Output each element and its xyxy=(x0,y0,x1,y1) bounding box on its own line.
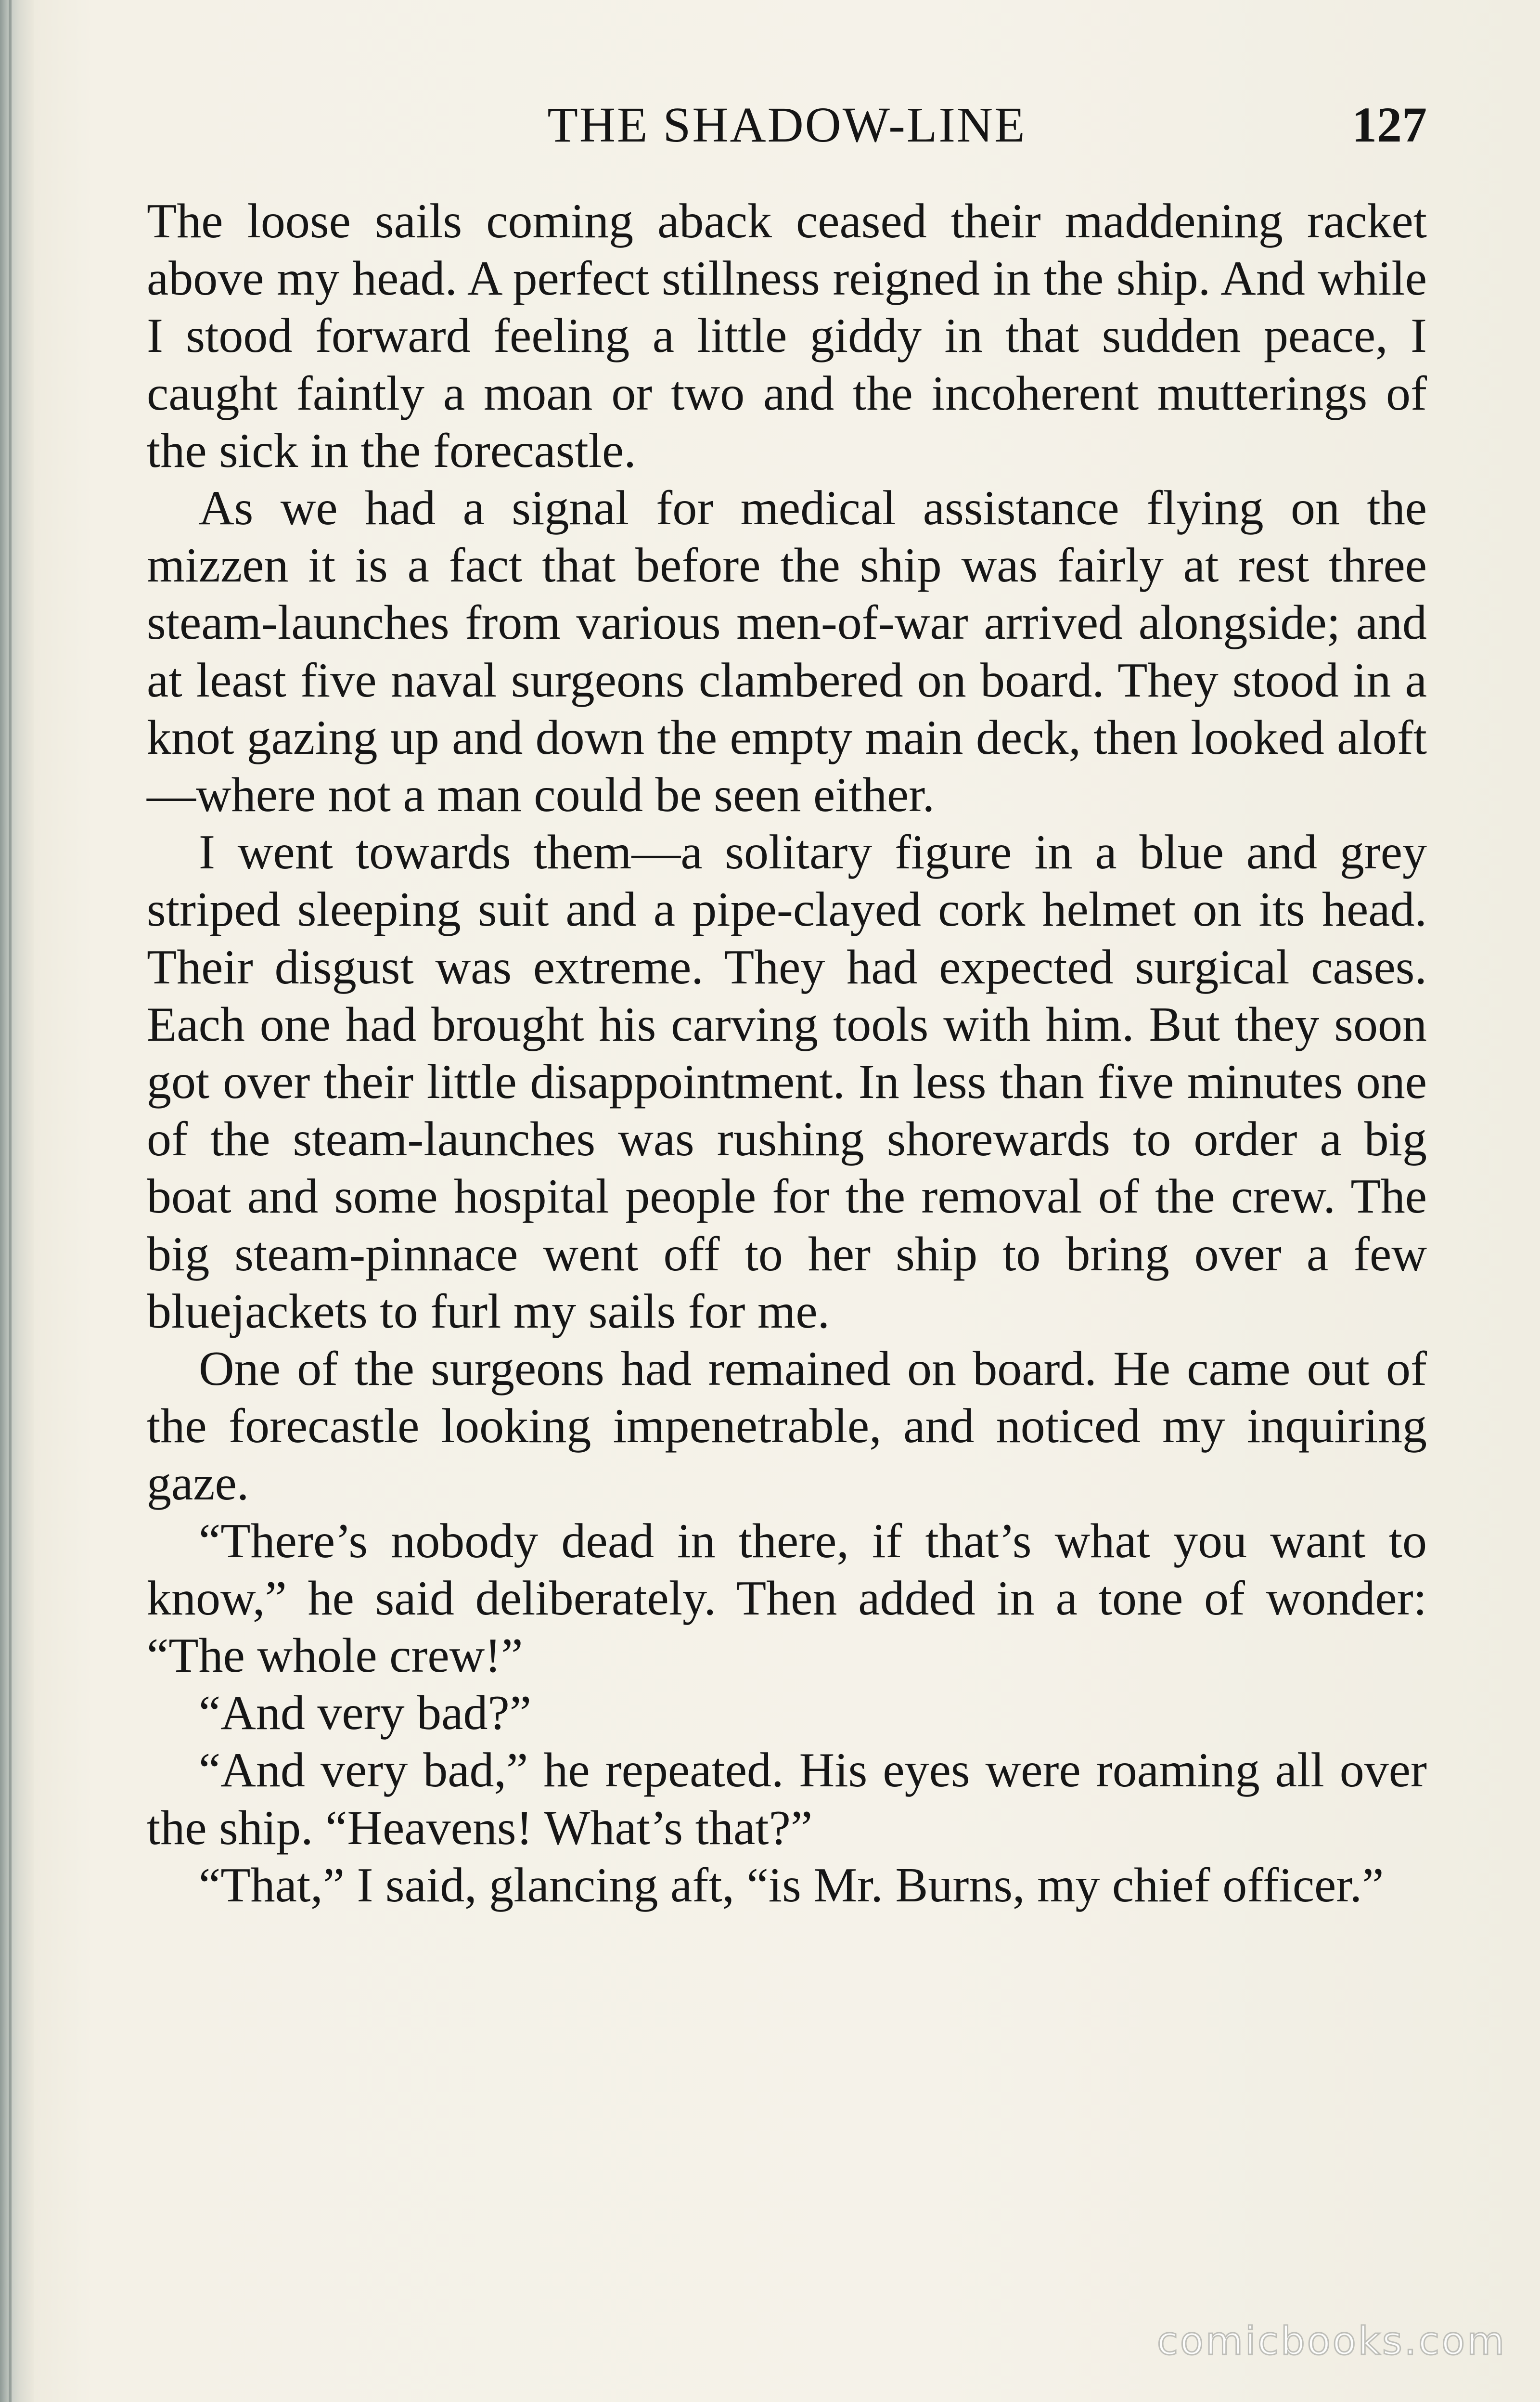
paragraph-3: I went towards them—a solitary figure in a blue and grey striped sleeping suit and a pipe-clayed cork helmet on its head. Their disgust was extreme. They had expected surgical cases. Each one had brought his carving tools with him. But they soon got over their little disappointment. In less than five minutes one of the steam-launches was rushing shorewards to order a big boat and some hospital people for the removal of the crew. The big steam-pinnace went off to her ship to bring over a few bluejackets to furl my sails for me. xyxy=(147,825,1427,1339)
paragraph-2: As we had a signal for medical assistance flying on the mizzen it is a fact that before the ship was fairly at rest three steam-launches from various men-of-war arrived alongside; and at least five naval surgeons clambered on board. They stood in a knot gazing up and down the empty main deck, then looked aloft—where not a man could be seen either. xyxy=(147,481,1427,823)
paragraph-6: “And very bad?” xyxy=(199,1686,531,1741)
running-head-title: THE SHADOW-LINE xyxy=(547,97,1027,153)
watermark: comicbooks.com xyxy=(1156,2319,1506,2363)
paragraph-5: “There’s nobody dead in there, if that’s what you want to know,” he said deliberately. Then added in a tone of wonder: “The whole crew!” xyxy=(147,1513,1427,1683)
binding-edge xyxy=(0,0,34,2402)
paragraph-8: “That,” I said, glancing aft, “is Mr. Burns, my chief officer.” xyxy=(199,1858,1384,1912)
body-text xyxy=(147,193,1427,1914)
running-head xyxy=(147,94,1427,156)
binding-line xyxy=(9,0,12,2402)
paragraph-4: One of the surgeons had remained on board. He came out of the forecastle looking impenetrable, and noticed my inquiring gaze. xyxy=(147,1342,1427,1511)
page-number: 127 xyxy=(1352,97,1427,153)
paragraph-7: “And very bad,” he repeated. His eyes were roaming all over the ship. “Heavens! What’s that?” xyxy=(147,1743,1427,1855)
paragraph-1: The loose sails coming aback ceased their maddening racket above my head. A perfect stillness reigned in the ship. And while I stood forward feeling a little giddy in that sudden peace, I caught faintly a moan or two and the incoherent mutterings of the sick in the forecastle. xyxy=(147,194,1427,478)
